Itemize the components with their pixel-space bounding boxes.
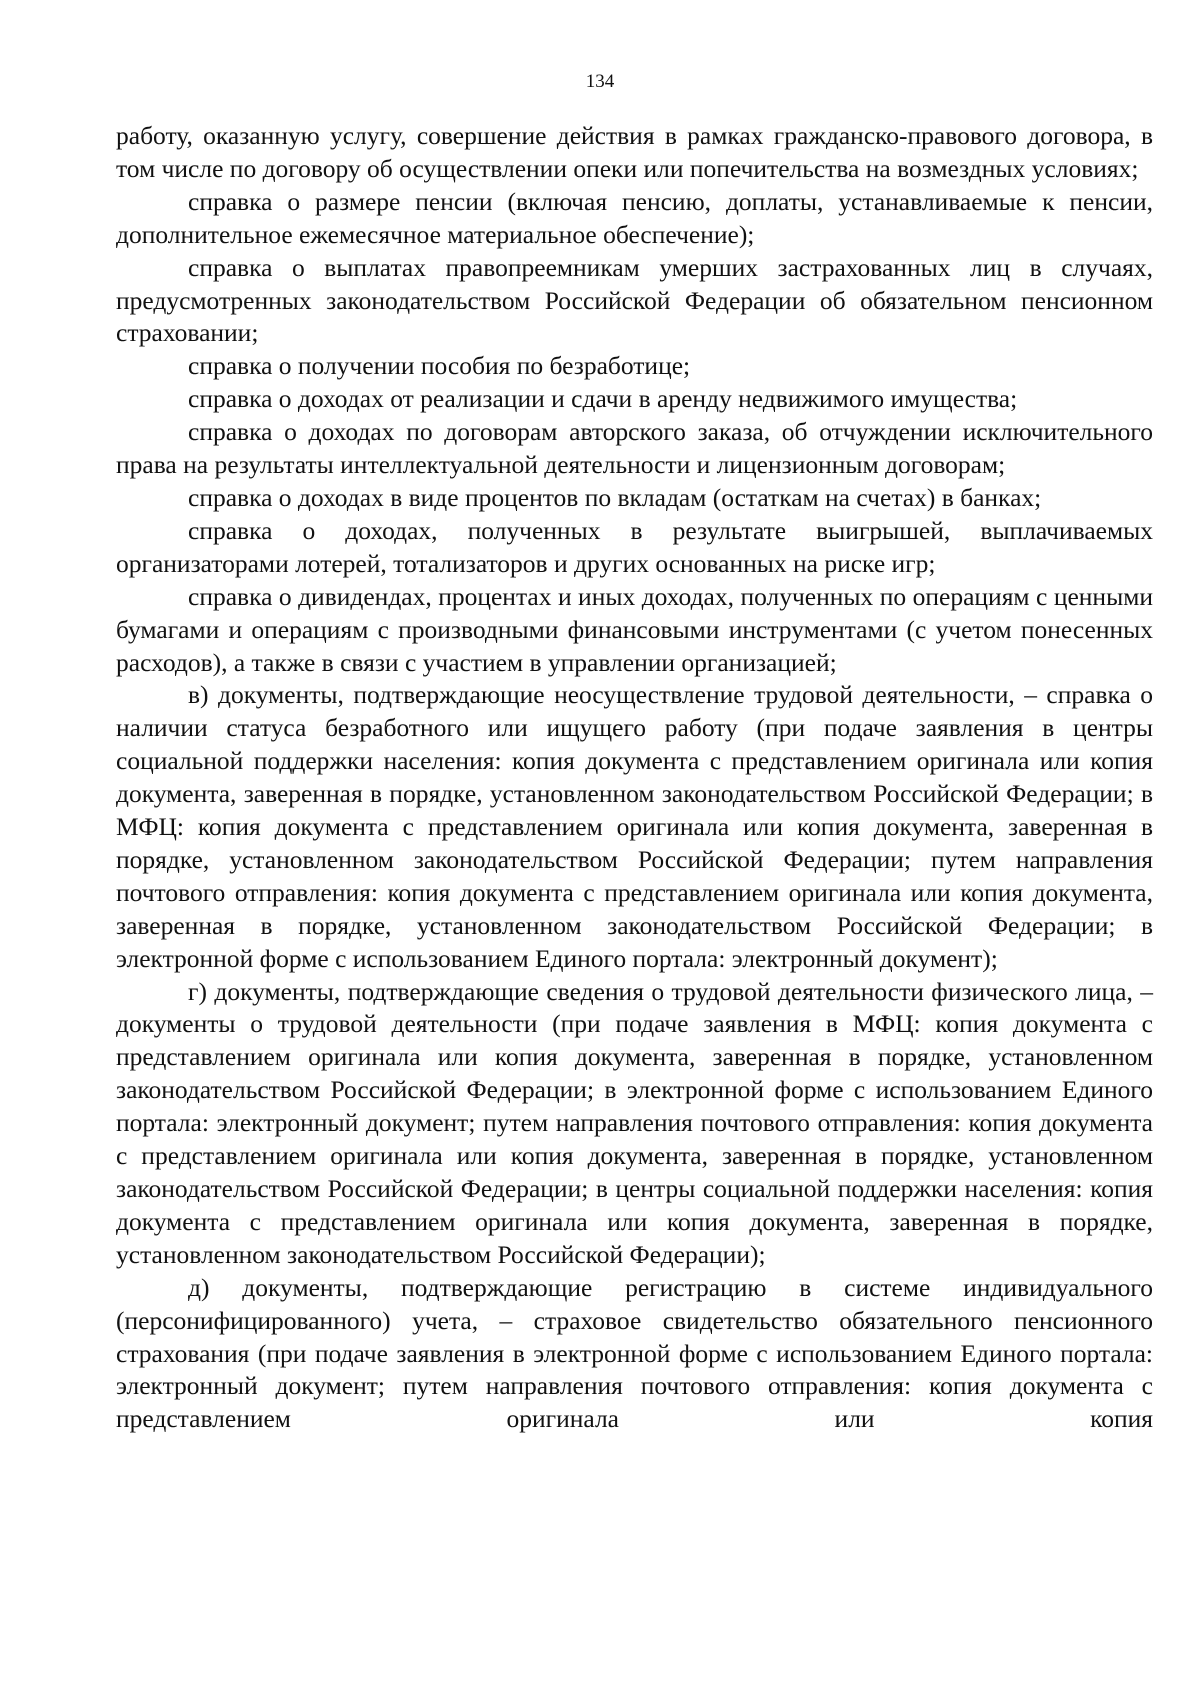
paragraph-item-v: в) документы, подтверждающие неосуществление трудовой деятельности, – справка о наличии статуса безработного или ищущего работу (при подаче заявления в центры социальной поддержки населения: копия документа с представлением оригинала или копия документа, заверенная в порядке, установленном законодательством Российской Федерации; в МФЦ: копия документа с представлением оригинала или копия документа, заверенная в порядке, установленном законодательством Российской Федерации; путем направления почтового отправления: копия документа с представлением оригинала или копия документа, заверенная в порядке, установленном законодательством Российской Федерации; в электронной форме с использованием Единого портала: электронный документ); — [116, 680, 1153, 973]
paragraph-unemployment-benefit: справка о получении пособия по безработице; — [188, 351, 691, 381]
paragraph-real-estate-income: справка о доходах от реализации и сдачи в аренду недвижимого имущества; — [188, 384, 1018, 414]
document-body — [116, 120, 1153, 1436]
paragraph-successor-payments: справка о выплатах правопреемникам умерших застрахованных лиц в случаях, предусмотренных законодательством Российской Федерации об обязательном пенсионном страховании; — [116, 252, 1153, 348]
page-number: 134 — [585, 71, 615, 92]
paragraph-deposit-interest: справка о доходах в виде процентов по вкладам (остаткам на счетах) в банках; — [188, 482, 1042, 512]
paragraph-item-g: г) документы, подтверждающие сведения о трудовой деятельности физического лица, – документы о трудовой деятельности (при подаче заявления в МФЦ: копия документа с представлением оригинала или копия документа, заверенная в порядке, установленном законодательством Российской Федерации; в электронной форме с использованием Единого портала: электронный документ; путем направления почтового отправления: копия документа с представлением оригинала или копия документа, заверенная в порядке, установленном законодательством Российской Федерации; в центры социальной поддержки населения: копия документа с представлением оригинала или копия документа, заверенная в порядке, установленном законодательством Российской Федерации); — [116, 976, 1153, 1269]
paragraph-lottery-winnings: справка о доходах, полученных в результате выигрышей, выплачиваемых организаторами лотерей, тотализаторов и других основанных на риске игр; — [116, 515, 1153, 578]
paragraph-pension-certificate: справка о размере пенсии (включая пенсию, доплаты, устанавливаемые к пенсии, дополнительное ежемесячное материальное обеспечение); — [116, 186, 1153, 249]
paragraph-continuation: работу, оказанную услугу, совершение действия в рамках гражданско-правового договора, в том числе по договору об осуществлении опеки или попечительства на возмездных условиях; — [116, 121, 1153, 183]
paragraph-dividends: справка о дивидендах, процентах и иных доходах, полученных по операциям с ценными бумагами и операциям с производными финансовыми инструментами (с учетом понесенных расходов), а также в связи с участием в управлении организацией; — [116, 581, 1153, 677]
paragraph-copyright-income: справка о доходах по договорам авторского заказа, об отчуждении исключительного права на результаты интеллектуальной деятельности и лицензионным договорам; — [116, 417, 1153, 480]
paragraph-item-d: д) документы, подтверждающие регистрацию в системе индивидуального (персонифицированного) учета, – страховое свидетельство обязательного пенсионного страхования (при подаче заявления в электронной форме с использованием Единого портала: электронный документ; путем направления почтового отправления: копия документа с представлением оригинала или копия — [116, 1272, 1153, 1434]
